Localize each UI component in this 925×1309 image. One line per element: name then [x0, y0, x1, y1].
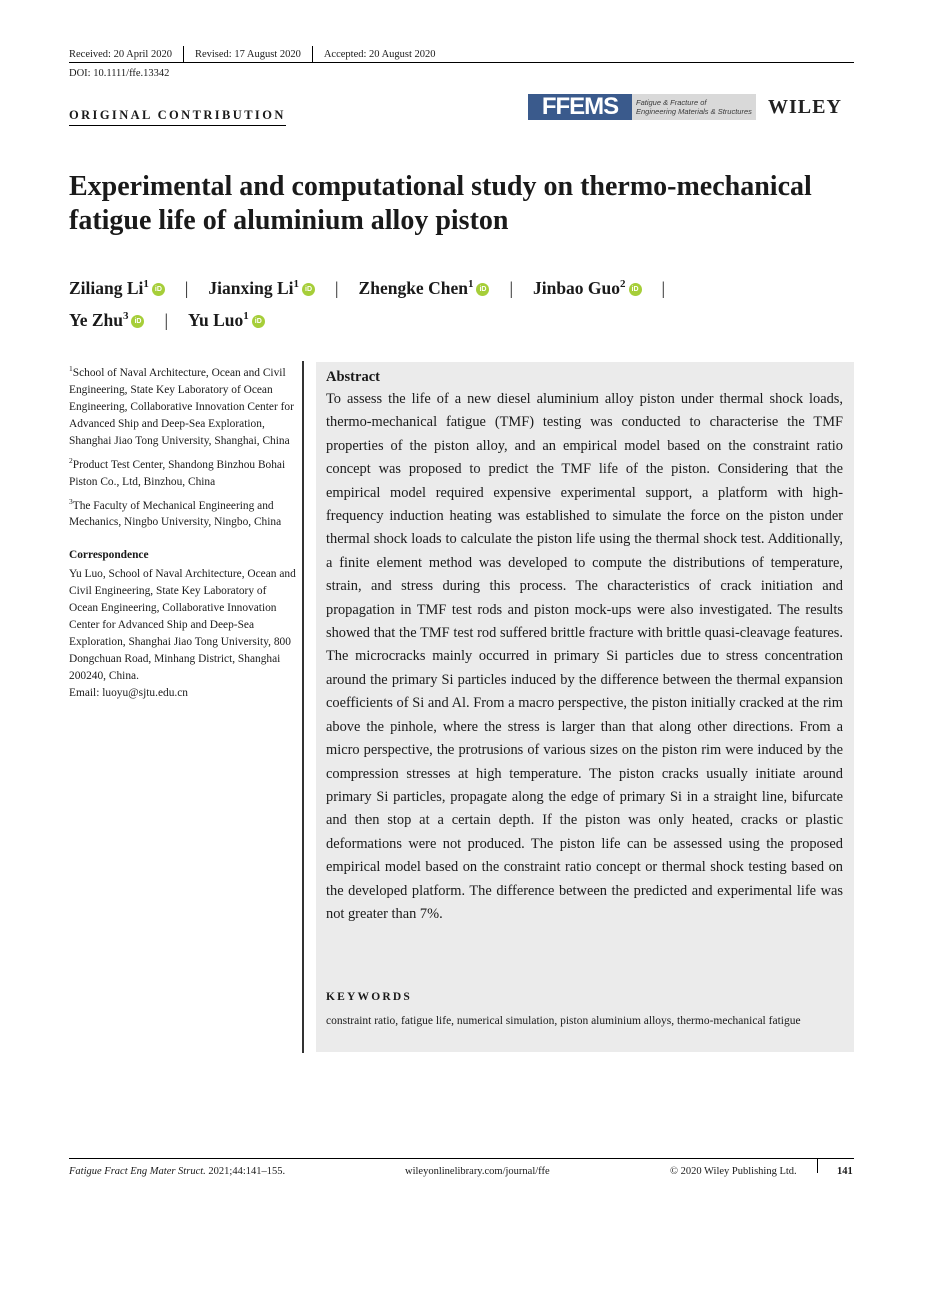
affiliations-column: [69, 360, 297, 704]
author-separator: |: [164, 309, 168, 330]
journal-subtitle: [632, 94, 752, 120]
accepted-date: Accepted: 20 August 2020: [323, 48, 436, 60]
footer-volume: 2021;44:141–155.: [208, 1166, 286, 1177]
author-name: Jinbao Guo: [532, 277, 621, 298]
author-affiliation-mark: 1: [243, 309, 249, 322]
author-affiliation-mark: 1: [143, 278, 149, 290]
footer-copyright: © 2020 Wiley Publishing Ltd.: [670, 1166, 797, 1177]
affiliation-text: School of Naval Architecture, Ocean and Civil Engineering, State Key Laboratory of Ocean Engineering, Collaborative Innovation Center for Advanced Ship and Deep-Sea Exploration, Shanghai Jiao Tong University, Shanghai, China: [69, 366, 294, 447]
author-affiliation-mark: 1: [467, 278, 474, 290]
date-divider: [312, 46, 313, 62]
publisher-logo[interactable]: WILEY: [768, 96, 842, 118]
footer-citation: [69, 1166, 285, 1177]
column-divider: [302, 361, 304, 1053]
revised-date: Revised: 17 August 2020: [194, 48, 301, 60]
author-name: Yu Luo: [188, 309, 244, 330]
correspondence-text: [69, 566, 297, 702]
author[interactable]: [208, 278, 315, 298]
correspondence-address: Yu Luo, School of Naval Architecture, Ocean and Civil Engineering, State Key Laboratory of Ocean Engineering, Collaborative Innovation Center for Advanced Ship and Deep-Sea Exploration, Shanghai Jiao Tong University, 800 Dongchuan Road, Minhang District, Shanghai 200240, China.: [69, 568, 296, 683]
journal-mark: FFEMS: [528, 94, 632, 120]
orcid-icon[interactable]: iD: [152, 283, 165, 296]
date-divider: [183, 46, 184, 62]
author-separator: |: [335, 277, 339, 298]
author-affiliation-mark: 1: [293, 278, 300, 290]
article-title: Experimental and computational study on thermo-mechanical fatigue life of aluminium alloy piston: [69, 171, 812, 236]
footer-divider: [817, 1159, 818, 1173]
author-separator: |: [509, 277, 513, 298]
orcid-icon[interactable]: iD: [252, 315, 265, 328]
orcid-icon[interactable]: iD: [131, 315, 144, 328]
affiliation-number: 1: [69, 364, 73, 373]
author-separator: |: [184, 277, 189, 298]
correspondence-email[interactable]: Email: luoyu@sjtu.edu.cn: [69, 687, 189, 700]
abstract-text: To assess the life of a new diesel aluminium alloy piston under thermal shock loads, thermo-mechanical fatigue (TMF) testing was conducted to characterise the TMF properties of the piston alloy, and an empirical model based on the constraint ratio concept was proposed to predict the TMF life of the piston. Considering that the empirical model required expensive experimental support, a platform with high-frequency induction heating was established to simulate the force on the piston under thermal shock loads to calculate the piston life using the thermal shock test. Additionally, a finite element method was developed to compute the distributions of temperature, strain, and stress during this process. The characteristics of crack initiation and propagation in TMF test rods and piston mock-ups were also investigated. The results showed that the TMF test rod suffered brittle fracture with brittle quasi-cleavage features. The microcracks mainly occurred in primary Si particles due to stress concentration around the primary Si particles induced by the difference between the thermal expansion coefficients of Si and Al. From a macro perspective, the piston initially cracked at the rim above the pinhole, where the stress is larger than that along other directions. From a micro perspective, the protrusions of various sizes on the piston rim were induced by the compression stresses at high temperature. The piston cracks usually initiate around primary Si particles, propagate along the edge of primary Si in a straight line, bifurcate and then stop at a certain depth. If the piston was only heated, cracks or plastic deformations were not produced. The piston life can be assessed using the proposed empirical model based on the constraint ratio concept or thermal shock testing based on the developed platform. The difference between the predicted and experimental life was not greater than 7%.: [326, 391, 843, 922]
author-name: Ye Zhu: [69, 309, 123, 330]
footer-url[interactable]: wileyonlinelibrary.com/journal/ffe: [405, 1166, 550, 1177]
footer-rule: [69, 1158, 854, 1159]
doi[interactable]: DOI: 10.1111/ffe.13342: [69, 68, 170, 79]
author[interactable]: [69, 278, 165, 298]
author-name: Zhengke Chen: [358, 277, 468, 298]
orcid-icon[interactable]: iD: [629, 283, 642, 296]
footer-journal: Fatigue Fract Eng Mater Struct.: [69, 1166, 206, 1177]
orcid-icon[interactable]: iD: [302, 283, 315, 296]
author-affiliation-mark: 3: [122, 309, 129, 322]
article-dates: [69, 46, 436, 62]
author[interactable]: [533, 278, 642, 298]
affiliation-text: Product Test Center, Shandong Binzhou Bohai Piston Co., Ltd, Binzhou, China: [69, 458, 286, 488]
journal-subtitle-line-2: Engineering Materials & Structures: [636, 107, 752, 116]
received-date: Received: 20 April 2020: [69, 48, 172, 60]
affiliation: [69, 452, 297, 491]
keywords-text: constraint ratio, fatigue life, numerical simulation, piston aluminium alloys, thermo-mechanical fatigue: [326, 1015, 801, 1027]
keywords-heading: KEYWORDS: [326, 991, 412, 1003]
section-label: ORIGINAL CONTRIBUTION: [69, 108, 286, 126]
author-name: Jianxing Li: [208, 277, 294, 298]
author[interactable]: [359, 278, 490, 298]
orcid-icon[interactable]: iD: [476, 283, 489, 296]
affiliation-number: 2: [69, 455, 73, 465]
abstract-heading: Abstract: [326, 369, 380, 385]
journal-logo[interactable]: [528, 94, 756, 120]
author-separator: |: [661, 277, 666, 298]
author-affiliation-mark: 2: [620, 278, 626, 290]
affiliation: [69, 493, 297, 532]
author[interactable]: [188, 310, 265, 330]
header-rule: [69, 62, 854, 63]
affiliation-number: 3: [69, 496, 73, 506]
author[interactable]: [69, 310, 144, 330]
affiliation: [69, 360, 297, 450]
page-number: 141: [837, 1166, 853, 1177]
affiliation-text: The Faculty of Mechanical Engineering and Mechanics, Ningbo University, Ningbo, China: [69, 499, 282, 529]
author-name: Ziliang Li: [69, 277, 144, 298]
correspondence-heading: Correspondence: [69, 549, 149, 562]
author-list: [69, 270, 859, 334]
journal-subtitle-line-1: Fatigue & Fracture of: [636, 98, 707, 107]
